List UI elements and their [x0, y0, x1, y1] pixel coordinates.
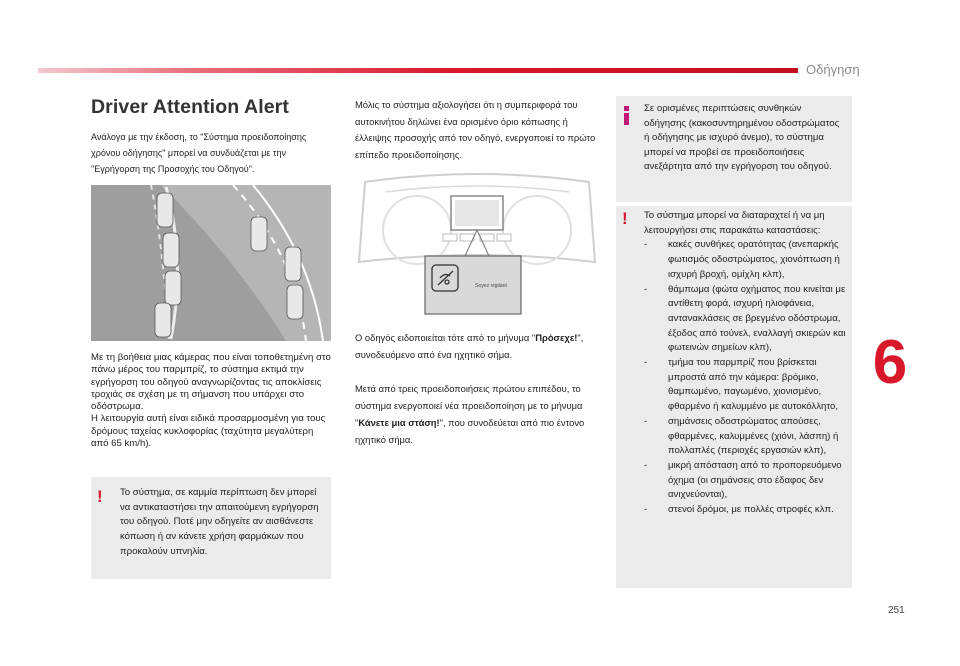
instrument-panel-illustration [355, 172, 599, 317]
column-left [91, 96, 331, 177]
camera-paragraph: Με τη βοήθεια μιας κάμερας που είναι τοποθετημένη στο πάνω μέρος του παρμπρίζ, το σύστημα εκτιμά την εγρήγορση του οδηγού αναγνωρίζοντας τις αποκλίσεις τροχιάς σε σχέση με τη σήμανση που υπάρχει στο οδόστρωμα. [91, 352, 331, 413]
para2-before: Ο οδηγός ειδοποιείται τότε από το μήνυμα " [355, 332, 536, 343]
info-text: Σε ορισμένες περιπτώσεις συνθηκών οδήγησης (κακοσυντηρημένου οδοστρώματος ή οδήγησης με ισχυρό άνεμο), το σύστημα μπορεί να προβεί σε προειδοποιήσεις ανεξάρτητα από την εγρήγορση του οδηγού. [644, 103, 840, 173]
chapter-number: 6 [872, 328, 908, 397]
page-number: 251 [888, 605, 905, 616]
message-take-break: Κάνετε μια στάση! [358, 417, 440, 428]
chapter-title: Οδήγηση [806, 62, 860, 77]
warning-note-limitations [616, 206, 852, 588]
column-middle-bottom [355, 329, 600, 448]
warning-intro: Το σύστημα μπορεί να διαταραχτεί ή να μη λειτουργήσει στις παρακάτω καταστάσεις: [644, 210, 825, 236]
list-item: - θάμπωμα (φώτα οχήματος που κινείται με αντίθετη φορά, ισχυρή ηλιοφάνεια, αντανακλάσεις σε βρεγμένο οδόστρωμα, έξοδος από τούνελ, εναλλαγή σκιερών και φωτεινών σημείων κλπ), [644, 283, 848, 357]
list-item: - σημάνσεις οδοστρώματος απούσες, φθαρμένες, καλυμμένες (χιόνι, λάσπη) ή πολλαπλές (περιοχές εργασιών κλπ), [644, 415, 848, 459]
warning-list [644, 238, 848, 517]
para3-after: ", που συνοδεύεται από πιο έντονο ηχητικό σήμα. [355, 417, 585, 445]
pay-attention-paragraph [355, 329, 600, 363]
warning-limitations-text [644, 209, 848, 518]
info-icon [623, 106, 631, 125]
take-break-paragraph [355, 380, 600, 448]
column-left-body [91, 352, 331, 450]
para3-before: Μετά από τρεις προειδοποιήσεις πρώτου επιπέδου, το σύστημα ενεργοποιεί νέα προειδοποίηση με το μήνυμα " [355, 383, 583, 428]
list-item: - στενοί δρόμοι, με πολλές στροφές κλπ. [644, 503, 848, 518]
list-item: - κακές συνθήκες ορατότητας (ανεπαρκής φωτισμός οδοστρώματος, χιονόπτωση ή ισχυρή βροχή, ομίχλη κλπ), [644, 238, 848, 282]
road-paragraph: Η λειτουργία αυτή είναι ειδικά προσαρμοσμένη για τους δρόμους ταχείας κυκλοφορίας (ταχύτητα μεγαλύτερη από 65 km/h). [91, 413, 326, 450]
para2-after: ", συνοδευόμενο από ένα ηχητικό σήμα. [355, 332, 584, 360]
info-note-conditions [616, 96, 852, 202]
intro-paragraph: Ανάλογα με την έκδοση, το "Σύστημα προειδοποίησης χρόνου οδήγησης" μπορεί να συνδυάζεται με την "Εγρήγορση της Προσοχής του Οδηγού". [91, 132, 307, 174]
warning-note-drowsiness [91, 477, 331, 579]
list-item: - μικρή απόσταση από το προπορευόμενο όχημα (οι σημάνσεις στο έδαφος δεν ανιχνεύονται), [644, 459, 848, 503]
message-pay-attention: Πρόσεχε! [535, 332, 578, 343]
column-middle-top [355, 97, 600, 163]
list-item: - τμήμα του παρμπρίζ που βρίσκεται μπροστά από την κάμερα: βρόμικο, θαμπωμένο, παγωμένο, χιονισμένο, φθαρμένο ή καλυμμένο με αυτοκόλλητο, [644, 356, 848, 415]
lane-drift-illustration [91, 185, 331, 341]
section-title: Driver Attention Alert [91, 96, 289, 118]
warning-text: Το σύστημα, σε καμμία περίπτωση δεν μπορεί να αντικαταστήσει την απαιτούμενη εγρήγορση του οδηγού. Ποτέ μην οδηγείτε αν αισθάνεστε κόπωση ή αν κάνετε χρήση φαρμάκων που προκαλούν υπνηλία. [120, 487, 319, 557]
warning-exclamation-icon: ! [97, 487, 103, 506]
header-rule [38, 68, 798, 73]
warning-exclamation-icon: ! [622, 209, 628, 228]
first-level-paragraph: Μόλις το σύστημα αξιολογήσει ότι η συμπεριφορά του αυτοκινήτου δηλώνει ένα ορισμένο όριο κόπωσης ή έλλειψης προσοχής από τον οδηγό, ενεργοποιεί το πρώτο επίπεδο προειδοποίησης. [355, 99, 596, 160]
screen-message: Soyez vigilant [474, 283, 508, 289]
